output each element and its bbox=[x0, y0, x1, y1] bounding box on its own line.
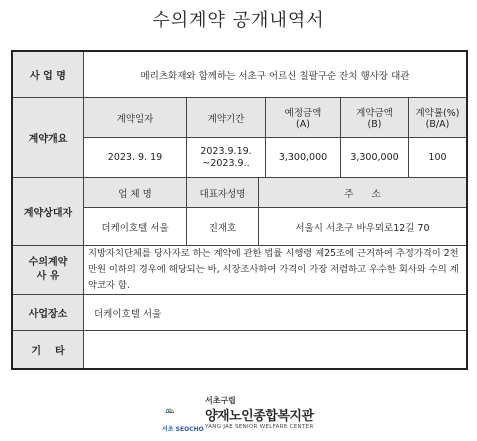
disclosure-table bbox=[11, 50, 468, 370]
contract-label: 계약개요 bbox=[13, 98, 83, 177]
company-address: 서울시 서초구 바우뫼로12길 70 bbox=[295, 222, 430, 234]
org-name: 양재노인종합복지관 bbox=[205, 409, 314, 424]
reason-text: 지방자치단체를 당사자로 하는 계약에 관한 법률 시행령 제25조에 근거하여 추정가격이 2천만원 이하의 경우에 해당되는 바, 시장조사하여 가격이 가장 저렴하고 우수한 회사와 수의 계약코자 함. bbox=[88, 248, 459, 291]
venue-value: 더케이호텔 서울 bbox=[94, 308, 162, 320]
ceo-header: 대표자성명 bbox=[187, 178, 258, 207]
estimate-amount: 3,300,000 bbox=[278, 152, 328, 163]
ceo-name: 진재호 bbox=[208, 222, 237, 234]
contract-period: 2023.9.19. ~2023.9.. bbox=[200, 145, 252, 169]
contract-date-header: 계약일자 bbox=[84, 98, 186, 137]
estimate-amount-header: 예정금액 (A) bbox=[266, 98, 340, 137]
contract-rate-header: 계약률(%) (B/A) bbox=[409, 98, 466, 137]
reason-label: 수의계약 사 유 bbox=[13, 246, 83, 294]
org-english-name: YANG JAE SENIOR WELFARE CENTER bbox=[205, 424, 314, 430]
contract-amount: 3,300,000 bbox=[350, 152, 399, 163]
address-header: 주 소 bbox=[259, 178, 466, 207]
contract-rate: 100 bbox=[428, 152, 447, 163]
seocho-emblem-text: 서초 SEOCHO bbox=[162, 426, 204, 433]
project-label: 사 업 명 bbox=[13, 52, 83, 97]
welfare-center-logo bbox=[165, 395, 205, 425]
company-header: 업 체 명 bbox=[84, 178, 186, 207]
org-small-label: 서초구립 bbox=[205, 396, 236, 405]
contract-period-header: 계약기간 bbox=[187, 98, 265, 137]
party-label: 계약상대자 bbox=[13, 178, 83, 245]
other-value bbox=[84, 331, 466, 368]
company-name: 더케이호텔 서울 bbox=[101, 222, 169, 234]
project-name: 메리츠화재와 함께하는 서초구 어르신 칠팔구순 잔치 행사장 대관 bbox=[140, 70, 410, 82]
venue-label: 사업장소 bbox=[13, 295, 83, 330]
other-label: 기 타 bbox=[13, 331, 83, 368]
page-title: 수의계약 공개내역서 bbox=[152, 10, 325, 31]
contract-date: 2023. 9. 19 bbox=[107, 152, 163, 163]
contract-amount-header: 계약금액 (B) bbox=[341, 98, 408, 137]
